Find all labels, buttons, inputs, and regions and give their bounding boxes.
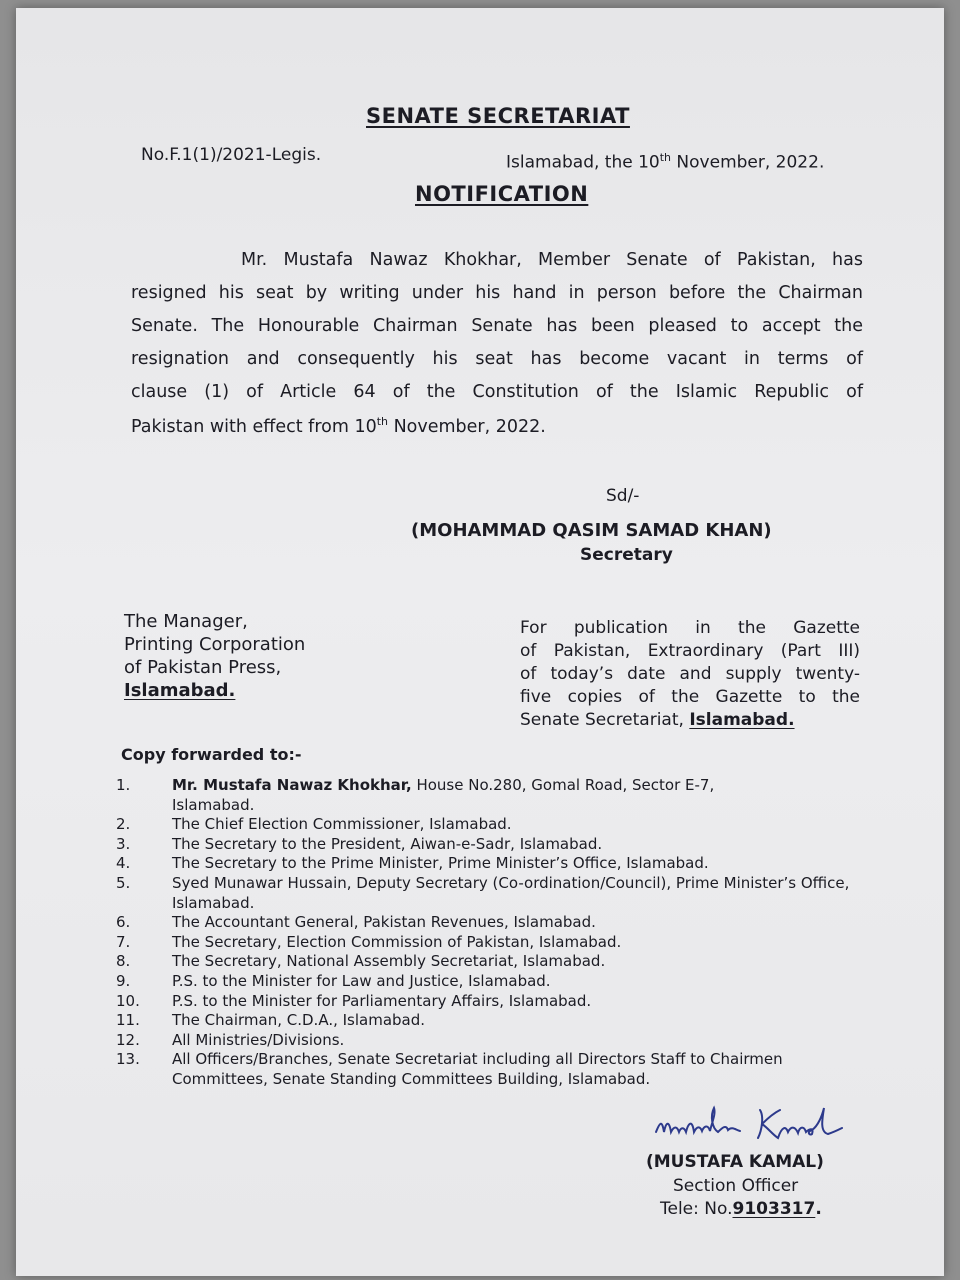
list-item-text	[172, 776, 876, 815]
tele-number: 9103317	[732, 1199, 816, 1219]
list-item-line2: Islamabad.	[172, 795, 255, 814]
list-item-number: 12.	[116, 1030, 140, 1049]
secretary-name: (MOHAMMAD QASIM SAMAD KHAN)	[411, 520, 772, 541]
list-item	[116, 1050, 876, 1089]
list-item	[116, 992, 876, 1012]
publication-line: of today’s date and supply twenty-	[520, 664, 860, 684]
body-line: clause (1) of Article 64 of the Constitution of the Islamic Republic of	[131, 382, 863, 402]
addressee-line: The Manager,	[124, 611, 248, 632]
copy-heading: Copy forwarded to:-	[121, 745, 302, 764]
list-item-number: 5.	[116, 873, 131, 892]
list-item-number: 3.	[116, 834, 131, 853]
list-item	[116, 854, 876, 874]
body-last-prefix: Pakistan with effect from 10	[131, 416, 377, 437]
document-page	[16, 8, 944, 1276]
date-suffix: November, 2022.	[671, 152, 825, 173]
addressee-line: Printing Corporation	[124, 634, 306, 655]
body-last-line	[131, 415, 863, 448]
list-item-text: The Secretary, National Assembly Secretariat, Islamabad.	[172, 952, 606, 971]
body-line: Senate. The Honourable Chairman Senate has been pleased to accept the	[131, 316, 863, 336]
publication-last-line	[520, 709, 860, 732]
date-sup: th	[659, 151, 672, 164]
officer-designation: Section Officer	[673, 1176, 799, 1196]
list-item-text: P.S. to the Minister for Parliamentary Affairs, Islamabad.	[172, 991, 592, 1010]
publication-line: of Pakistan, Extraordinary (Part III)	[520, 641, 860, 661]
list-item	[116, 1031, 876, 1051]
body-line: resignation and consequently his seat has become vacant in terms of	[131, 349, 863, 369]
publication-city: Islamabad.	[689, 710, 795, 730]
list-item-text: The Secretary to the President, Aiwan-e-Sadr, Islamabad.	[172, 834, 603, 853]
list-item-text: P.S. to the Minister for Law and Justice, Islamabad.	[172, 971, 551, 990]
list-item-number: 10.	[116, 991, 140, 1010]
date-prefix: Islamabad, the 10	[506, 152, 660, 173]
list-item	[116, 874, 876, 913]
officer-name: (MUSTAFA KAMAL)	[646, 1152, 824, 1172]
list-item-text: The Chief Election Commissioner, Islamabad.	[172, 815, 512, 834]
sd-mark: Sd/-	[606, 486, 640, 506]
list-item-number: 2.	[116, 815, 131, 834]
list-item-rest: House No.280, Gomal Road, Sector E-7,	[411, 776, 715, 794]
list-item-text: All Ministries/Divisions.	[172, 1030, 345, 1049]
list-item	[116, 933, 876, 953]
list-item-number: 1.	[116, 776, 131, 794]
list-item-number: 11.	[116, 1011, 140, 1030]
copy-list	[116, 776, 876, 1090]
addressee-city: Islamabad.	[124, 680, 236, 701]
list-item-number: 9.	[116, 971, 131, 990]
reference-number: No.F.1(1)/2021-Legis.	[141, 145, 322, 165]
notification-body	[131, 250, 863, 448]
list-item	[116, 952, 876, 972]
tele-suffix: .	[815, 1199, 822, 1219]
list-item-text: Syed Munawar Hussain, Deputy Secretary (Co-ordination/Council), Prime Minister’s Office, Islamabad.	[172, 873, 850, 912]
list-item-text: The Secretary, Election Commission of Pakistan, Islamabad.	[172, 932, 622, 951]
list-item-text: The Accountant General, Pakistan Revenues, Islamabad.	[172, 913, 596, 932]
publication-line: five copies of the Gazette to the	[520, 687, 860, 707]
officer-signature	[652, 1102, 852, 1152]
secretary-designation: Secretary	[580, 545, 673, 565]
publication-block	[520, 617, 860, 732]
body-line: Mr. Mustafa Nawaz Khokhar, Member Senate of Pakistan, has	[241, 250, 863, 270]
list-item	[116, 913, 876, 933]
addressee-block	[124, 610, 305, 702]
signature-image	[652, 1102, 852, 1152]
list-item	[116, 776, 876, 815]
org-title: SENATE SECRETARIAT	[366, 104, 630, 128]
date-line	[506, 151, 824, 173]
notification-heading: NOTIFICATION	[415, 182, 589, 206]
addressee-line: of Pakistan Press,	[124, 657, 282, 678]
list-item-text: All Officers/Branches, Senate Secretariat including all Directors Staff to Chairmen Committees, Senate Standing Committees Building, Islamabad.	[172, 1050, 783, 1088]
list-item-text: The Secretary to the Prime Minister, Prime Minister’s Office, Islamabad.	[172, 854, 709, 873]
list-item-number: 4.	[116, 854, 131, 873]
officer-telephone	[660, 1199, 822, 1219]
tele-prefix: Tele: No.	[660, 1199, 733, 1219]
body-line: resigned his seat by writing under his hand in person before the Chairman	[131, 283, 863, 303]
list-item-name: Mr. Mustafa Nawaz Khokhar,	[172, 776, 412, 794]
list-item	[116, 972, 876, 992]
list-item-number: 6.	[116, 913, 131, 932]
list-item-text: The Chairman, C.D.A., Islamabad.	[172, 1011, 426, 1030]
body-last-sup: th	[376, 415, 389, 428]
publication-line: For publication in the Gazette	[520, 618, 860, 638]
list-item	[116, 835, 876, 855]
list-item-number: 7.	[116, 932, 131, 951]
list-item-number: 8.	[116, 952, 131, 971]
list-item	[116, 1011, 876, 1031]
copy-items	[116, 815, 876, 1089]
body-last-suffix: November, 2022.	[388, 416, 546, 437]
publication-last-prefix: Senate Secretariat,	[520, 710, 690, 730]
list-item-number: 13.	[116, 1050, 140, 1069]
list-item	[116, 815, 876, 835]
